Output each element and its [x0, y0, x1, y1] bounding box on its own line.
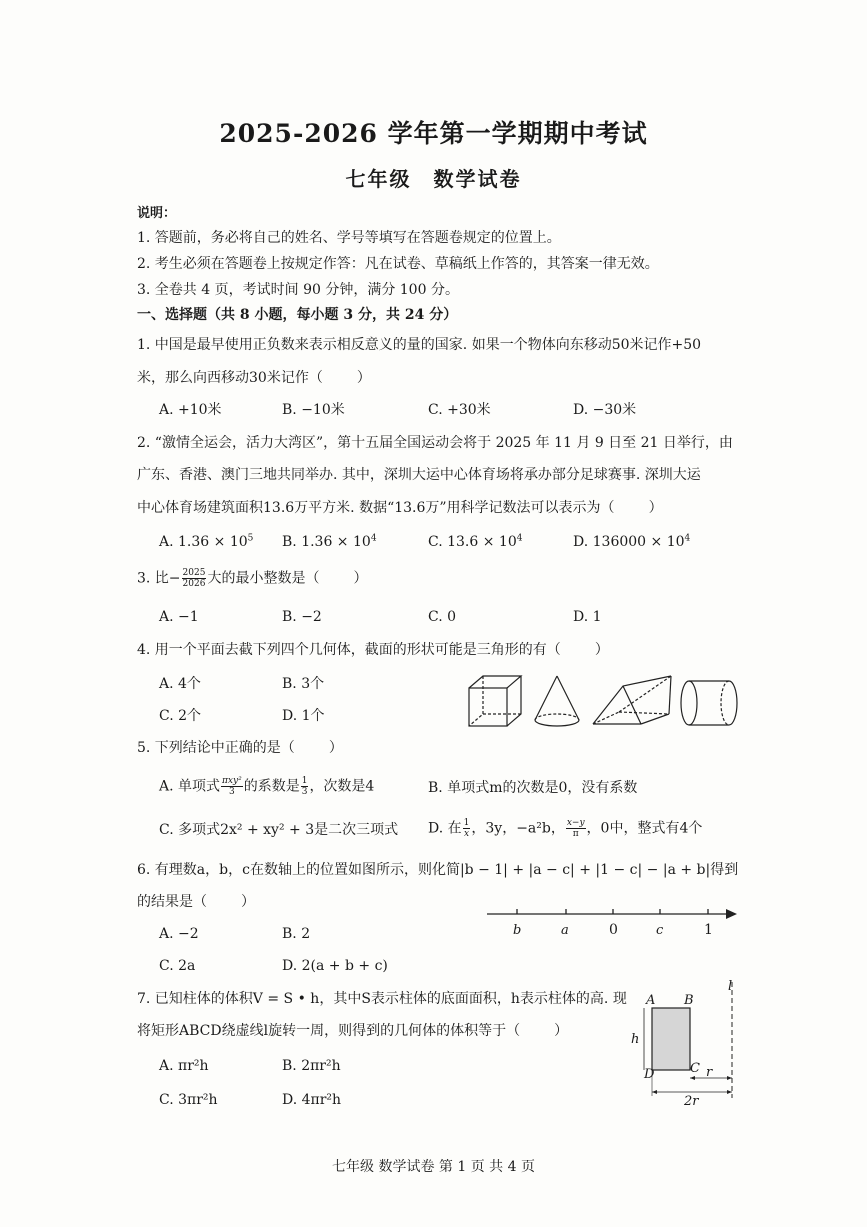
- axis-label-0: 0: [609, 922, 618, 938]
- q2-option-b: B. $1.36 \times 10^4$: [282, 533, 377, 550]
- label-C: C: [690, 1061, 700, 1076]
- q2-line1: 2. “激情全运会，活力大湾区”，第十五届全国运动会将于 2025 年 11 月 9 日至 21 日举行，由: [137, 435, 733, 451]
- label-D: D: [644, 1067, 655, 1082]
- triangular-prism-shape: [593, 676, 671, 724]
- q7-line2: 将矩形ABCD绕虚线l旋转一周，则得到的几何体的体积等于（ ）: [137, 1023, 569, 1039]
- q4-option-c: C. 2个: [159, 708, 202, 724]
- q1-option-d: D. −30米: [573, 402, 637, 418]
- instruction-item-2: 2. 考生必须在答题卷上按规定作答：凡在试卷、草稿纸上作答的，其答案一律无效。: [137, 256, 659, 272]
- q3-option-d: D. 1: [573, 609, 602, 625]
- exam-subtitle: [0, 163, 867, 192]
- label-2r: 2r: [684, 1094, 699, 1109]
- label-A: A: [646, 993, 656, 1008]
- rectangle-abcd: [652, 1008, 690, 1070]
- axis-label-1: 1: [704, 922, 713, 938]
- q5-option-c: C. 多项式2x² + xy² + 3是二次三项式: [159, 822, 399, 838]
- cube-shape: [469, 676, 521, 726]
- q5-option-a: A. 单项式 $\frac{\text{πxy²}}{3}$ 的系数是 $\frac{1}{3}$ ，次数是4: [159, 776, 375, 797]
- q6-option-a: A. −2: [159, 926, 199, 942]
- section-heading: 一、选择题（共 8 小题，每小题 3 分，共 24 分）: [137, 307, 458, 323]
- instructions-heading: 说明：: [137, 206, 177, 221]
- label-l: l: [728, 979, 733, 994]
- label-B: B: [684, 993, 694, 1008]
- number-line-arrow: [726, 909, 737, 919]
- q7-option-a: A. πr²h: [159, 1058, 209, 1074]
- label-r: r: [706, 1065, 713, 1080]
- q6-option-d: D. 2(a + b + c): [282, 958, 388, 974]
- q3-option-c: C. 0: [428, 609, 457, 625]
- cylinder-shape: [681, 681, 737, 725]
- q6-line1: 6. 有理数a，b，c在数轴上的位置如图所示，则化简|b − 1| + |a − c| + |1 − c| − |a + b|得到: [137, 862, 739, 878]
- q5-option-d: D. 在 $\frac{1}{x}$ ，3y，−a²b， $\frac{x-y}{\pi}$ ，0中，整式有4个: [428, 818, 703, 839]
- q7-option-c: C. 3πr²h: [159, 1092, 218, 1108]
- q1-option-b: B. −10米: [282, 402, 345, 418]
- q4-stem: 4. 用一个平面去截下列四个几何体，截面的形状可能是三角形的有（ ）: [137, 642, 609, 658]
- axis-label-a: a: [561, 923, 569, 938]
- q3-stem: 3. 比− $\frac{2025}{2026}$ 大的最小整数是（ ）: [137, 568, 368, 589]
- q6-option-b: B. 2: [282, 926, 311, 942]
- q2-option-d: D. $136000 \times 10^4$: [573, 533, 691, 550]
- q4-solids-figure: [465, 672, 740, 732]
- q7-line1: 7. 已知柱体的体积V = S • h，其中S表示柱体的底面面积，h表示柱体的高. 现: [137, 991, 627, 1007]
- q6-number-line: [485, 900, 745, 940]
- subtitle-grade: 七年级: [345, 167, 412, 191]
- q7-option-b: B. 2πr²h: [282, 1058, 341, 1074]
- q5-option-b: B. 单项式m的次数是0，没有系数: [428, 780, 638, 796]
- q1-option-c: C. +30米: [428, 402, 491, 418]
- subtitle-subject: 数学试卷: [433, 167, 522, 191]
- q1-line1: 1. 中国是最早使用正负数来表示相反意义的量的国家. 如果一个物体向东移动50米记作+50: [137, 337, 702, 353]
- q2-option-c: C. $13.6 \times 10^4$: [428, 533, 523, 550]
- q3-fraction: $\frac{2025}{2026}$: [182, 568, 206, 589]
- q4-option-b: B. 3个: [282, 676, 325, 692]
- q2-line2: 广东、香港、澳门三地共同举办. 其中，深圳大运中心体育场将承办部分足球赛事. 深圳大运: [137, 467, 701, 483]
- q6-option-c: C. 2a: [159, 958, 196, 974]
- q6-line2: 的结果是（ ）: [137, 894, 255, 910]
- q3-option-b: B. −2: [282, 609, 322, 625]
- q7-rectangle-figure: [628, 980, 748, 1110]
- q3-option-a: A. −1: [159, 609, 199, 625]
- exam-title: 2025-2026 学年第一学期期中考试: [219, 119, 648, 148]
- q4-option-d: D. 1个: [282, 708, 325, 724]
- q1-option-a: A. +10米: [159, 402, 222, 418]
- q5-stem: 5. 下列结论中正确的是（ ）: [137, 740, 343, 756]
- axis-label-c: c: [656, 923, 664, 938]
- label-h: h: [631, 1032, 640, 1047]
- cone-shape: [535, 676, 579, 726]
- q1-line2: 米，那么向西移动30米记作（ ）: [137, 370, 371, 386]
- q4-option-a: A. 4个: [159, 676, 201, 692]
- instruction-item-3: 3. 全卷共 4 页，考试时间 90 分钟，满分 100 分。: [137, 282, 459, 298]
- q2-option-a: A. $1.36 \times 10^5$: [159, 533, 254, 550]
- axis-label-b: b: [513, 923, 522, 938]
- q7-option-d: D. 4πr²h: [282, 1092, 342, 1108]
- q2-line3: 中心体育场建筑面积13.6万平方米. 数据“13.6万”用科学记数法可以表示为（ ）: [137, 500, 663, 516]
- instruction-item-1: 1. 答题前，务必将自己的姓名、学号等填写在答题卷规定的位置上。: [137, 230, 561, 246]
- page-footer: 七年级 数学试卷 第 1 页 共 4 页: [332, 1159, 535, 1175]
